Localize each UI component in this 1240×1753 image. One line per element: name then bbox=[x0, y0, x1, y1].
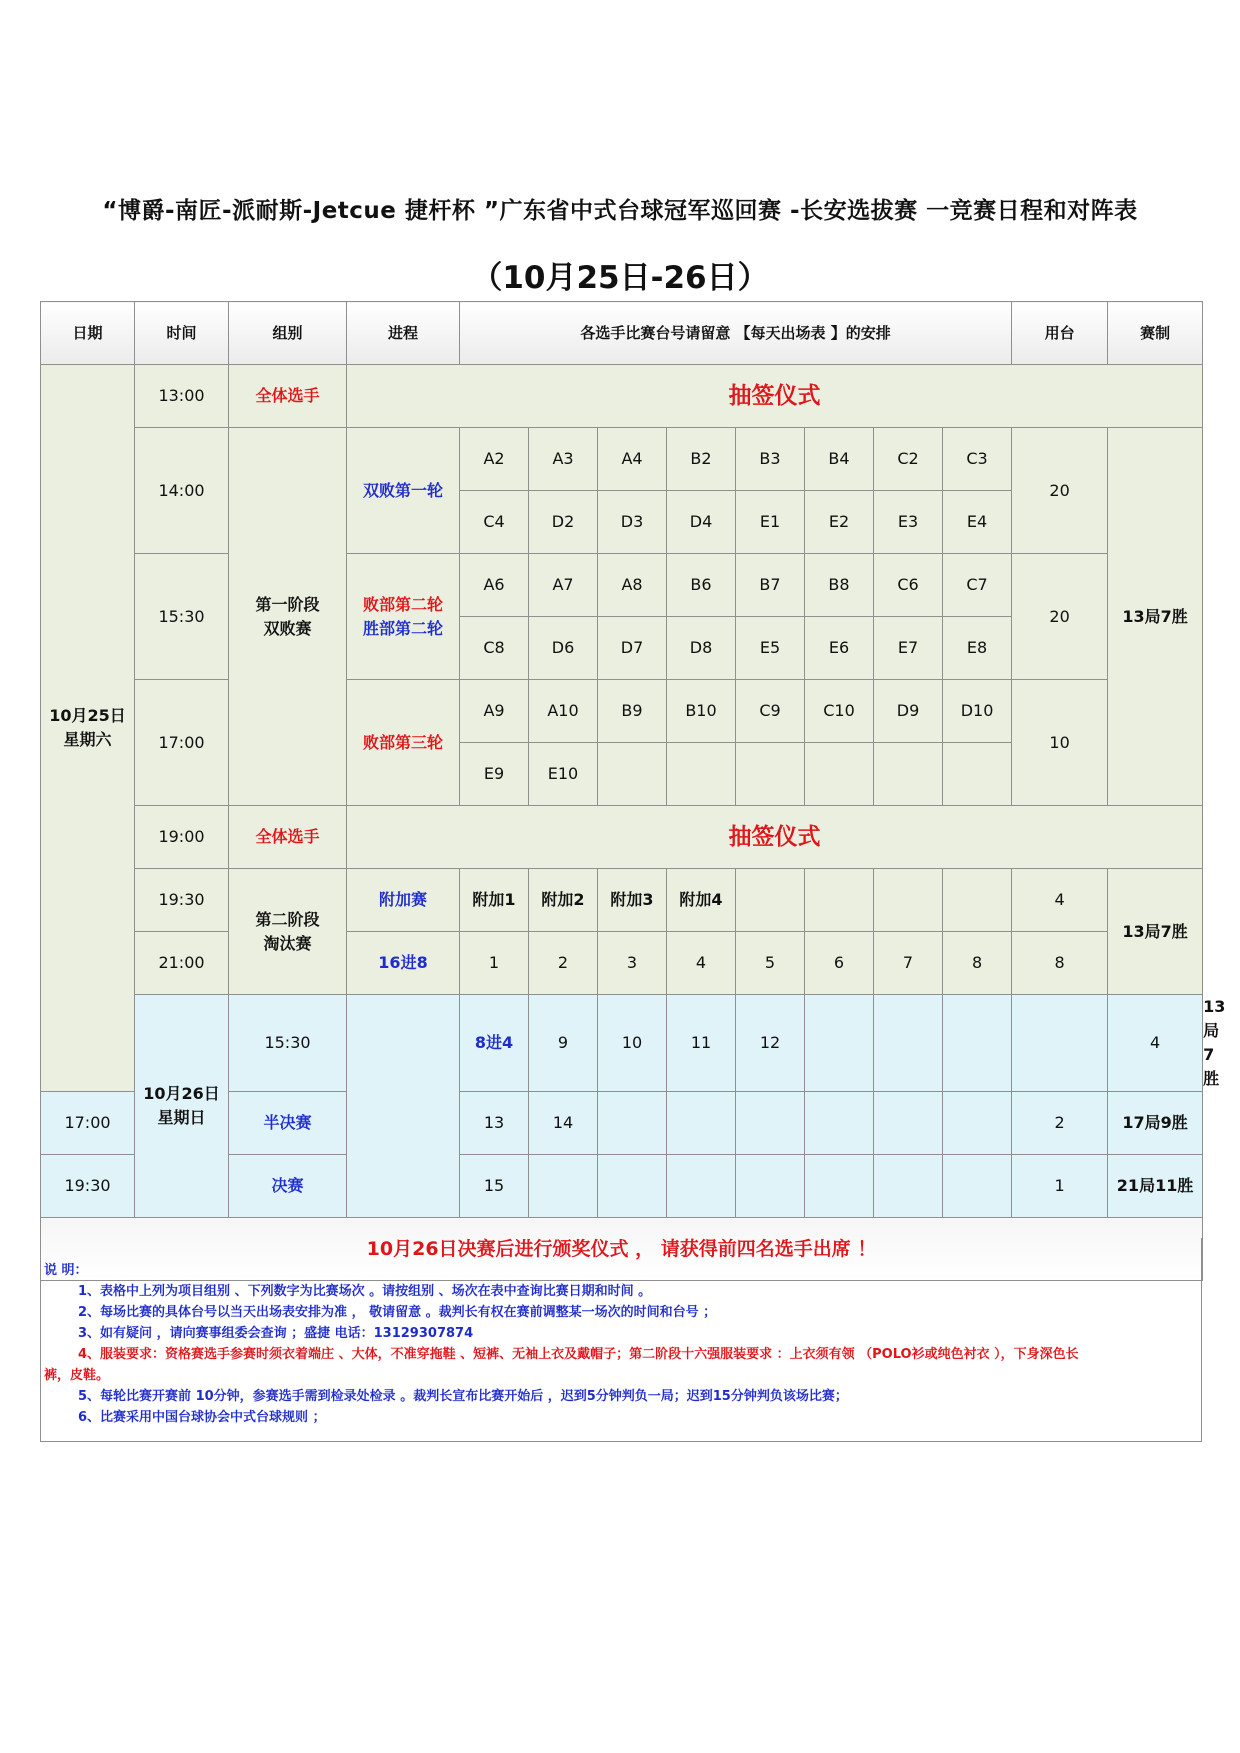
stage-cell: 双败第一轮 bbox=[347, 428, 460, 554]
match-cell bbox=[805, 1155, 874, 1218]
format-cell: 21局11胜 bbox=[1108, 1155, 1203, 1218]
table-row bbox=[41, 554, 1203, 617]
time-cell: 17:00 bbox=[41, 1092, 135, 1155]
match-cell: D10 bbox=[943, 680, 1012, 743]
header-tables: 用台 bbox=[1012, 302, 1108, 365]
stage-cell bbox=[347, 554, 460, 680]
match-cell bbox=[943, 995, 1012, 1092]
phase1-line1: 第一阶段 bbox=[255, 594, 320, 614]
match-cell bbox=[667, 1092, 736, 1155]
day1-weekday: 星期六 bbox=[63, 730, 112, 749]
time-cell: 15:30 bbox=[229, 995, 347, 1092]
note-2: 2、每场比赛的具体台号以当天出场表安排为准 ， 敬请留意 。裁判长有权在赛前调整某一场次的时间和台号 ； bbox=[78, 1305, 717, 1320]
match-cell: C10 bbox=[805, 680, 874, 743]
day2-cell bbox=[135, 995, 229, 1218]
match-cell bbox=[667, 1155, 736, 1218]
tables-cell: 20 bbox=[1012, 554, 1108, 680]
table-row: 10月26日 星期日 15:30 8进4 9 10 11 12 4 13局7胜 bbox=[41, 995, 1203, 1092]
match-cell: E6 bbox=[805, 617, 874, 680]
time-cell: 21:00 bbox=[135, 932, 229, 995]
match-cell: B10 bbox=[667, 680, 736, 743]
stage-cell: 半决赛 bbox=[229, 1092, 347, 1155]
page-subtitle: （10月25日-26日） bbox=[471, 260, 769, 296]
format-cell: 13局7胜 bbox=[1108, 428, 1203, 806]
stage-cell: 败部第三轮 bbox=[347, 680, 460, 806]
match-cell: C6 bbox=[874, 554, 943, 617]
match-cell: B7 bbox=[736, 554, 805, 617]
award-banner: 10月26日决赛后进行颁奖仪式 ， 请获得前四名选手出席 ！ bbox=[41, 1218, 1203, 1281]
match-cell: D3 bbox=[598, 491, 667, 554]
match-cell bbox=[1012, 995, 1108, 1092]
tables-cell: 8 bbox=[1012, 932, 1108, 995]
time-cell: 17:00 bbox=[135, 680, 229, 806]
time-cell: 15:30 bbox=[135, 554, 229, 680]
stage-cell: 附加赛 bbox=[347, 869, 460, 932]
group-cell: 全体选手 bbox=[229, 806, 347, 869]
table-row bbox=[41, 365, 1203, 428]
match-cell: E4 bbox=[943, 491, 1012, 554]
group-cell bbox=[347, 995, 460, 1218]
header-group: 组别 bbox=[229, 302, 347, 365]
table-row bbox=[41, 680, 1203, 743]
table-row bbox=[41, 428, 1203, 491]
match-cell: 附加3 bbox=[598, 869, 667, 932]
match-cell: B9 bbox=[598, 680, 667, 743]
phase2-line2: 淘汰赛 bbox=[263, 933, 312, 953]
time-cell: 19:30 bbox=[41, 1155, 135, 1218]
match-cell bbox=[598, 1092, 667, 1155]
match-cell: 1 bbox=[460, 932, 529, 995]
tables-cell: 4 bbox=[1012, 869, 1108, 932]
stage-losers-r2: 败部第二轮 bbox=[362, 594, 443, 614]
match-cell: 12 bbox=[736, 995, 805, 1092]
tables-cell: 4 bbox=[1108, 995, 1203, 1092]
schedule-table bbox=[40, 301, 1226, 1281]
match-cell bbox=[598, 1155, 667, 1218]
time-cell: 14:00 bbox=[135, 428, 229, 554]
match-cell: E3 bbox=[874, 491, 943, 554]
match-cell: 4 bbox=[667, 932, 736, 995]
match-cell: B4 bbox=[805, 428, 874, 491]
match-cell: D6 bbox=[529, 617, 598, 680]
match-cell: C8 bbox=[460, 617, 529, 680]
note-6: 6、比赛采用中国台球协会中式台球规则 ； bbox=[78, 1410, 326, 1425]
draw-ceremony: 抽签仪式 bbox=[347, 365, 1203, 428]
time-cell: 13:00 bbox=[135, 365, 229, 428]
match-cell bbox=[805, 743, 874, 806]
match-cell bbox=[943, 743, 1012, 806]
match-cell: E1 bbox=[736, 491, 805, 554]
tables-cell: 2 bbox=[1012, 1092, 1108, 1155]
match-cell: E2 bbox=[805, 491, 874, 554]
match-cell: C9 bbox=[736, 680, 805, 743]
match-cell bbox=[598, 743, 667, 806]
match-cell bbox=[874, 1155, 943, 1218]
time-cell: 19:30 bbox=[135, 869, 229, 932]
tables-cell: 20 bbox=[1012, 428, 1108, 554]
phase2-group bbox=[229, 869, 347, 995]
format-cell: 13局7胜 bbox=[1108, 869, 1203, 995]
match-cell: 14 bbox=[529, 1092, 598, 1155]
match-cell: B8 bbox=[805, 554, 874, 617]
match-cell: D2 bbox=[529, 491, 598, 554]
note-1: 1、表格中上列为项目组别 、下列数字为比赛场次 。请按组别 、场次在表中查询比赛日期和时间 。 bbox=[78, 1284, 652, 1299]
page-title: “博爵-南匠-派耐斯-Jetcue 捷杆杯 ”广东省中式台球冠军巡回赛 -长安选拔赛 一竞赛日程和对阵表 bbox=[102, 198, 1138, 224]
match-cell: C7 bbox=[943, 554, 1012, 617]
stage-cell: 16进8 bbox=[347, 932, 460, 995]
match-cell: D9 bbox=[874, 680, 943, 743]
match-cell bbox=[874, 743, 943, 806]
match-cell: 7 bbox=[874, 932, 943, 995]
draw-ceremony: 抽签仪式 bbox=[347, 806, 1203, 869]
match-cell: E10 bbox=[529, 743, 598, 806]
match-cell bbox=[736, 1155, 805, 1218]
match-cell: 6 bbox=[805, 932, 874, 995]
match-cell: E7 bbox=[874, 617, 943, 680]
match-cell bbox=[736, 869, 805, 932]
tables-cell: 10 bbox=[1012, 680, 1108, 806]
match-cell: 5 bbox=[736, 932, 805, 995]
note-3: 3、如有疑问 ，请向赛事组委会查询 ；盛捷 电话：13129307874 bbox=[78, 1326, 474, 1341]
match-cell bbox=[874, 995, 943, 1092]
match-cell: 2 bbox=[529, 932, 598, 995]
header-time: 时间 bbox=[135, 302, 229, 365]
match-cell bbox=[736, 1092, 805, 1155]
match-cell bbox=[805, 1092, 874, 1155]
header-arrangement: 各选手比赛台号请留意 【每天出场表 】的安排 bbox=[460, 302, 1012, 365]
match-cell bbox=[529, 1155, 598, 1218]
day2-date: 10月26日 bbox=[143, 1084, 220, 1103]
group-cell: 全体选手 bbox=[229, 365, 347, 428]
format-cell: 17局9胜 bbox=[1108, 1092, 1203, 1155]
notes-heading: 说 明： bbox=[44, 1263, 88, 1278]
phase1-group bbox=[229, 428, 347, 806]
match-cell: B3 bbox=[736, 428, 805, 491]
day1-cell bbox=[41, 365, 135, 1092]
phase2-line1: 第二阶段 bbox=[255, 909, 320, 929]
match-cell: A8 bbox=[598, 554, 667, 617]
header-stage: 进程 bbox=[347, 302, 460, 365]
header-row bbox=[41, 302, 1203, 365]
match-cell: 附加2 bbox=[529, 869, 598, 932]
match-cell: A2 bbox=[460, 428, 529, 491]
phase1-line2: 双败赛 bbox=[263, 618, 312, 638]
match-cell bbox=[805, 995, 874, 1092]
notes-section bbox=[40, 1238, 1202, 1442]
match-cell bbox=[667, 743, 736, 806]
header-date: 日期 bbox=[41, 302, 135, 365]
match-cell: 附加4 bbox=[667, 869, 736, 932]
match-cell: 9 bbox=[529, 995, 598, 1092]
match-cell: C3 bbox=[943, 428, 1012, 491]
match-cell: D7 bbox=[598, 617, 667, 680]
match-cell: E9 bbox=[460, 743, 529, 806]
match-cell: A9 bbox=[460, 680, 529, 743]
stage-cell: 8进4 bbox=[460, 995, 529, 1092]
note-5: 5、每轮比赛开赛前 10分钟，参赛选手需到检录处检录 。裁判长宣布比赛开始后 ，迟到5分钟判负一局；迟到15分钟判负该场比赛； bbox=[78, 1389, 848, 1404]
match-cell: B6 bbox=[667, 554, 736, 617]
table-row bbox=[41, 932, 1203, 995]
match-cell: A4 bbox=[598, 428, 667, 491]
match-cell: C2 bbox=[874, 428, 943, 491]
match-cell: A7 bbox=[529, 554, 598, 617]
table-row bbox=[41, 869, 1203, 932]
tables-cell: 1 bbox=[1012, 1155, 1108, 1218]
stage-cell: 决赛 bbox=[229, 1155, 347, 1218]
match-cell: B2 bbox=[667, 428, 736, 491]
match-cell: 13 bbox=[460, 1092, 529, 1155]
match-cell: 3 bbox=[598, 932, 667, 995]
match-cell: E5 bbox=[736, 617, 805, 680]
match-cell: 10 bbox=[598, 995, 667, 1092]
match-cell bbox=[874, 869, 943, 932]
day2-weekday: 星期日 bbox=[157, 1108, 206, 1127]
match-cell: A10 bbox=[529, 680, 598, 743]
match-cell bbox=[874, 1092, 943, 1155]
note-4-continued: 裤，皮鞋。 bbox=[44, 1368, 110, 1383]
match-cell bbox=[943, 1092, 1012, 1155]
match-cell bbox=[805, 869, 874, 932]
match-cell: 15 bbox=[460, 1155, 529, 1218]
match-cell: 附加1 bbox=[460, 869, 529, 932]
stage-winners-r2: 胜部第二轮 bbox=[362, 618, 443, 638]
match-cell: D4 bbox=[667, 491, 736, 554]
match-cell: A6 bbox=[460, 554, 529, 617]
match-cell bbox=[736, 743, 805, 806]
match-cell: 11 bbox=[667, 995, 736, 1092]
day1-date: 10月25日 bbox=[49, 706, 126, 725]
match-cell: C4 bbox=[460, 491, 529, 554]
table-row bbox=[41, 806, 1203, 869]
match-cell bbox=[943, 869, 1012, 932]
match-cell bbox=[943, 1155, 1012, 1218]
header-format: 赛制 bbox=[1108, 302, 1203, 365]
match-cell: 8 bbox=[943, 932, 1012, 995]
match-cell: E8 bbox=[943, 617, 1012, 680]
match-cell: D8 bbox=[667, 617, 736, 680]
note-4: 4、服装要求：资格赛选手参赛时须衣着端庄 、大体，不准穿拖鞋 、短裤、无袖上衣及戴帽子；第二阶段十六强服装要求 ：上衣须有领 （POLO衫或纯色衬衣 ），下身深色长 bbox=[78, 1347, 1079, 1362]
time-cell: 19:00 bbox=[135, 806, 229, 869]
match-cell: A3 bbox=[529, 428, 598, 491]
